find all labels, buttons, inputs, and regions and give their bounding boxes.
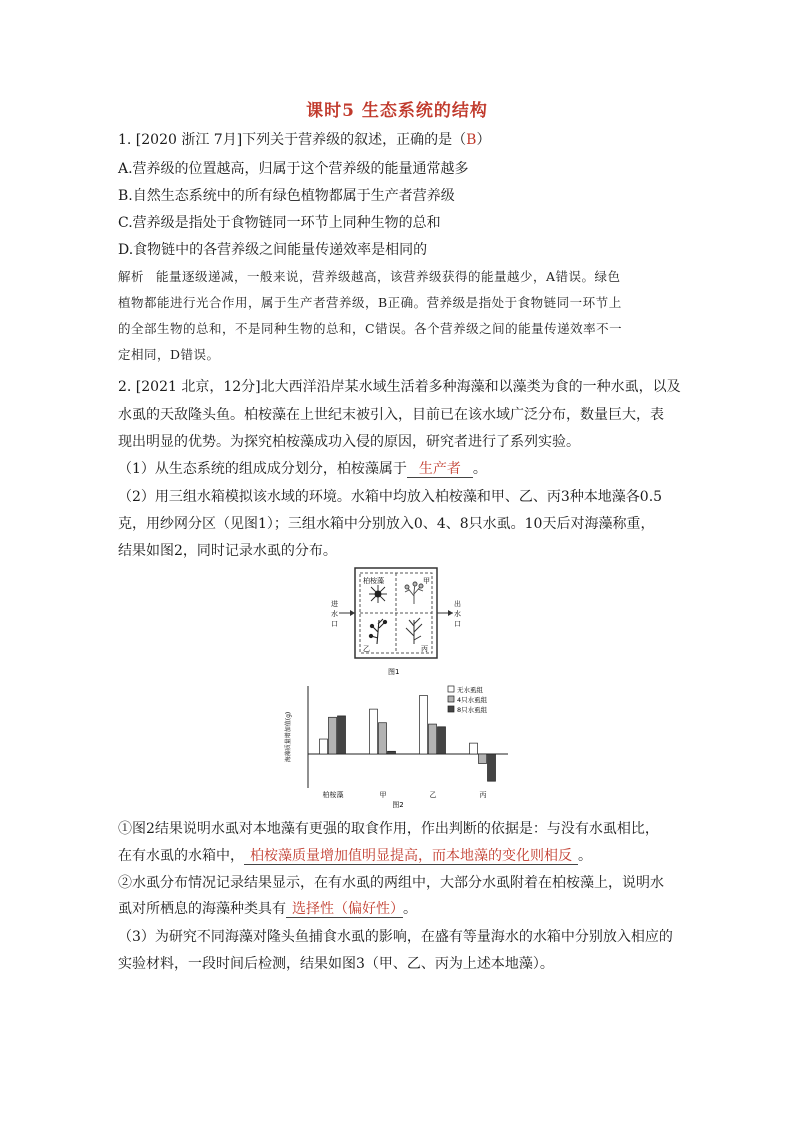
q2-sub1-line-2 [118,847,592,865]
q2-intro-line-3: 现出明显的优势。为探究柏桉藻成功入侵的原因，研究者进行了系列实验。 [118,434,580,450]
q1-stem [118,131,490,149]
bar-3-series-2 [488,754,496,781]
q2-sub1-line-1: ①图2结果说明水虱对本地藻有更强的取食作用，作出判断的依据是：与没有水虱相比， [118,821,659,837]
q2-sub2-line-2 [118,900,417,918]
zone-label-jia: 甲 [423,577,430,585]
q1-analysis-line-3: 的全部生物的总和，不是同种生物的总和，C错误。各个营养级之间的能量传递效率不一 [118,321,623,336]
zone-label-yi: 乙 [363,645,370,653]
bar-2-series-2 [438,727,446,754]
q1-stem-text: 1. [2020 浙江 7月]下列关于营养级的叙述，正确的是（ [118,132,467,148]
q2-sub2-end: 。 [403,901,417,917]
figure-2-caption: 图2 [392,801,404,809]
bar-0-series-2 [338,716,346,754]
legend-label: 无水虱组 [457,686,483,694]
bar-1-series-1 [379,723,387,754]
category-label: 柏桉藻 [322,791,344,799]
bar-0-series-1 [329,717,337,754]
inlet-label-1: 进 [331,600,338,608]
q2-sub1-text: 在有水虱的水箱中， [118,848,244,864]
inlet-label-2: 水 [331,610,338,618]
bar-2-series-0 [420,696,428,754]
bar-1-series-0 [370,709,378,754]
q1-option-a: A.营养级的位置越高，归属于这个营养级的能量通常越多 [118,161,469,177]
q1-analysis-line-2: 植物都能进行光合作用，属于生产者营养级，B正确。营养级是指处于食物链同一环节上 [118,295,622,310]
zone-label-baian: 柏桉藻 [363,577,384,585]
q2-sub2-answer: 选择性（偏好性） [286,901,403,918]
q2-part1-text: （1）从生态系统的组成成分划分，柏桉藻属于 [118,461,407,477]
bar-0-series-0 [320,739,328,754]
q1-option-c: C.营养级是指处于食物链同一环节上同种生物的总和 [118,215,441,231]
bar-3-series-1 [479,754,487,764]
outlet-arrowhead [448,610,453,616]
legend-swatch [448,686,454,692]
q2-sub1-end: 。 [578,848,592,864]
outlet-label-1: 出 [454,600,461,608]
q1-analysis-line-1 [118,268,621,286]
category-label: 乙 [429,791,437,799]
baian-algae-icon [369,585,387,603]
page-title: 课时5 生态系统的结构 [306,101,488,121]
analysis-text-1: 能量逐级递减，一般来说，营养级越高，该营养级获得的能量越少，A错误。绿色 [156,269,621,284]
legend-swatch [448,706,454,712]
analysis-label: 解析 [118,269,145,284]
q1-analysis-line-4: 定相同，D错误。 [118,347,220,362]
q2-part3-line-2: 实验材料，一段时间后检测，结果如图3（甲、乙、丙为上述本地藻）。 [118,956,554,972]
q2-intro-line-2: 水虱的天敌隆头鱼。柏桉藻在上世纪末被引入，目前已在该水域广泛分布，数量巨大，表 [118,407,664,423]
q2-part1 [118,460,487,478]
q2-intro-line-1: 2. [2021 北京，12分]北大西洋沿岸某水域生活着多种海藻和以藻类为食的一种水虱，以及 [118,379,681,395]
legend-label: 4只水虱组 [457,696,488,704]
q1-answer: B [466,132,477,148]
bar-2-series-1 [429,724,437,754]
category-label: 丙 [479,791,487,799]
q2-sub2-text: 虱对所栖息的海藻种类具有 [118,901,286,917]
outlet-label-2: 水 [454,610,461,618]
q2-part2-line-2: 克，用纱网分区（见图1）；三组水箱中分别放入0、4、8只水虱。10天后对海藻称重， [118,516,655,532]
figure-1 [325,562,465,678]
q2-sub2-line-1: ②水虱分布情况记录结果显示，在有水虱的两组中，大部分水虱附着在柏桉藻上，说明水 [118,875,664,891]
q2-part1-answer: 生产者 [407,461,473,478]
q2-sub1-answer: 柏桉藻质量增加值明显提高，而本地藻的变化则相反 [244,848,578,865]
q2-part2-line-3: 结果如图2，同时记录水虱的分布。 [118,543,337,559]
bar-1-series-2 [388,751,396,754]
outlet-label-3: 口 [454,620,461,628]
q1-stem-close: ） [476,132,491,148]
q1-option-b: B.自然生态系统中的所有绿色植物都属于生产者营养级 [118,188,455,204]
bar-3-series-0 [470,743,478,754]
legend-label: 8只水虱组 [457,706,488,714]
chart-y-label: 海藻质量增加值(g) [285,711,292,763]
q2-part3-line-1: （3）为研究不同海藻对隆头鱼捕食水虱的影响，在盛有等量海水的水箱中分别放入相应的 [118,929,673,945]
figure-2-chart [268,680,528,812]
figure-1-caption: 图1 [388,668,400,676]
q2-part1-end: 。 [472,461,487,477]
inlet-label-3: 口 [331,620,338,628]
q1-option-d: D.食物链中的各营养级之间能量传递效率是相同的 [118,242,428,258]
zone-label-bing: 丙 [421,645,428,653]
q2-part2-line-1: （2）用三组水箱模拟该水域的环境。水箱中均放入柏桉藻和甲、乙、丙3种本地藻各0.5 [118,489,663,505]
legend-swatch [448,696,454,702]
category-label: 甲 [379,791,387,799]
